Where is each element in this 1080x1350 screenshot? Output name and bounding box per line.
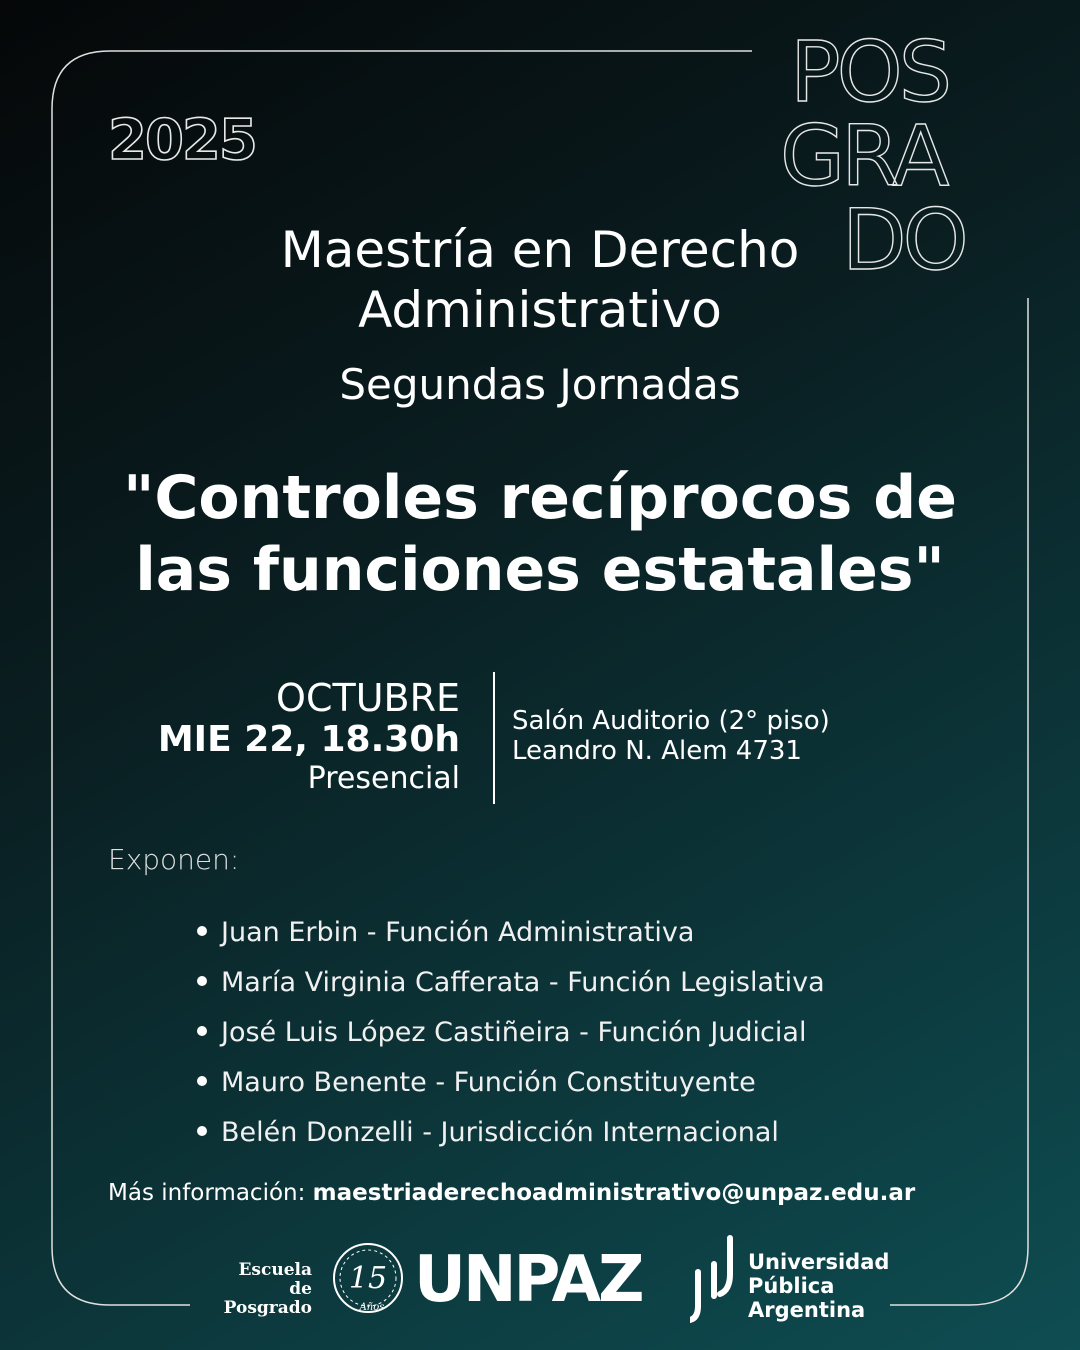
- venue-address: Leandro N. Alem 4731: [512, 736, 802, 766]
- event-venue: [512, 706, 830, 766]
- speakers-label: Exponen:: [108, 843, 240, 876]
- bullet-icon: [197, 1026, 207, 1036]
- talk-title-line-1: "Controles recíprocos de: [123, 463, 957, 533]
- upa-line-1: Universidad: [748, 1250, 890, 1274]
- posgrado-line-1: POS: [790, 23, 949, 121]
- upa-line-2: Pública: [748, 1274, 835, 1298]
- program-title: [0, 220, 1080, 340]
- year-outline: 2025: [108, 108, 256, 173]
- escuela-posgrado-logo: [222, 1261, 312, 1318]
- speaker-name: María Virginia Cafferata - Función Legislativa: [221, 967, 825, 998]
- vertical-divider: [493, 672, 495, 804]
- event-month: OCTUBRE: [276, 676, 460, 720]
- talk-title: [0, 462, 1080, 606]
- speaker-name: Juan Erbin - Función Administrativa: [221, 917, 695, 948]
- event-mode: Presencial: [307, 761, 460, 796]
- more-info-label: Más información:: [108, 1180, 313, 1206]
- event-day-time: MIE 22, 18.30h: [157, 719, 460, 760]
- event-date-block: [158, 676, 476, 798]
- list-item: [197, 1108, 825, 1158]
- list-item: [197, 958, 825, 1008]
- talk-title-line-2: las funciones estatales": [135, 535, 945, 605]
- venue-room: Salón Auditorio (2° piso): [512, 706, 830, 736]
- contact-email-link[interactable]: maestriaderechoadministrativo@unpaz.edu.ar: [312, 1180, 916, 1206]
- upa-logo-text: [748, 1250, 889, 1322]
- posgrado-line-2: GRA: [780, 107, 946, 205]
- bullet-icon: [197, 926, 207, 936]
- speaker-name: Belén Donzelli - Jurisdicción Internacional: [221, 1117, 779, 1148]
- badge-word: Años: [359, 1302, 385, 1313]
- upa-logo-icon: [690, 1234, 740, 1324]
- bullet-icon: [197, 1126, 207, 1136]
- upa-line-3: Argentina: [748, 1298, 866, 1322]
- more-info: [108, 1180, 915, 1206]
- bullet-icon: [197, 1076, 207, 1086]
- speakers-list: [197, 908, 825, 1158]
- speaker-name: Mauro Benente - Función Constituyente: [221, 1067, 756, 1098]
- speaker-name: José Luis López Castiñeira - Función Judicial: [221, 1017, 807, 1048]
- list-item: [197, 1008, 825, 1058]
- program-title-line-2: Administrativo: [358, 281, 722, 339]
- badge-number: 15: [348, 1261, 388, 1296]
- bullet-icon: [197, 976, 207, 986]
- event-subtitle: Segundas Jornadas: [339, 360, 741, 409]
- unpaz-logo: UNPAZ: [414, 1243, 642, 1317]
- escuela-line-2: Posgrado: [223, 1298, 312, 1318]
- list-item: [197, 1058, 825, 1108]
- posgrado-line-3: DO: [842, 191, 965, 289]
- escuela-line-1: Escuela de: [238, 1260, 312, 1299]
- list-item: [197, 908, 825, 958]
- anniversary-laurel-icon: [328, 1238, 408, 1318]
- program-title-line-1: Maestría en Derecho: [280, 221, 800, 279]
